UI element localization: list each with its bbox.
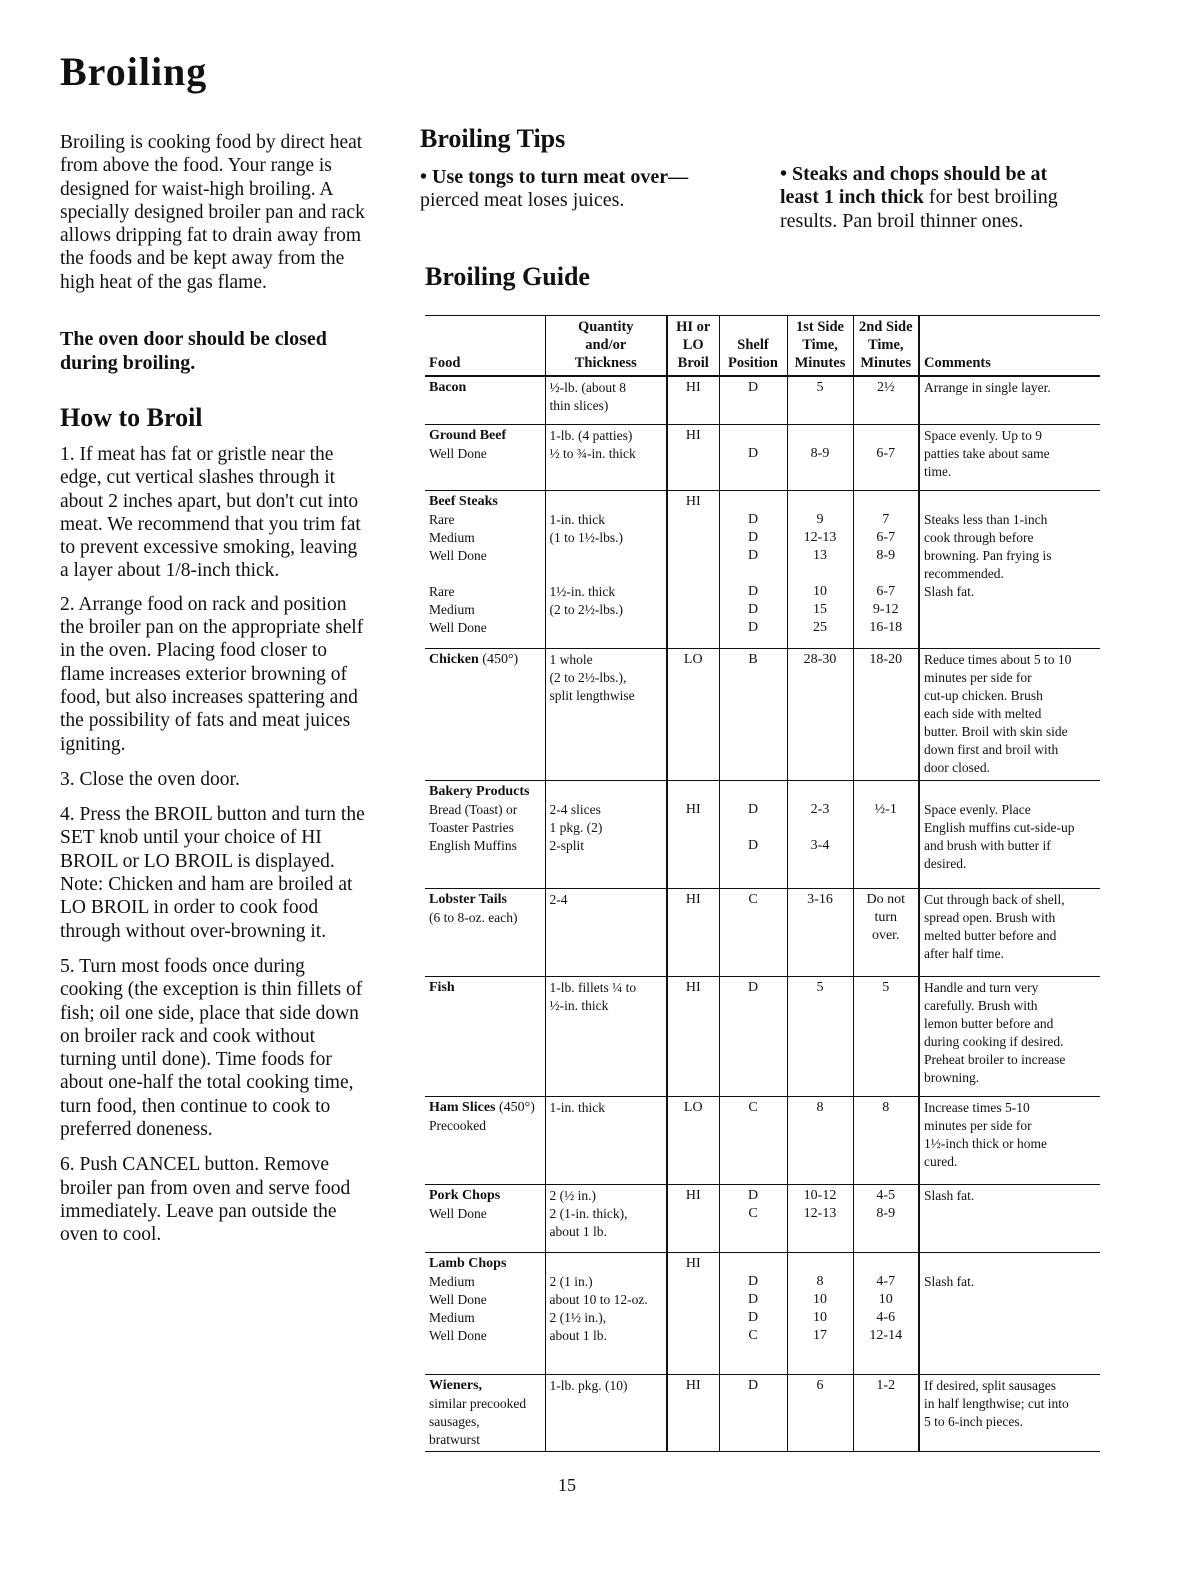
cell-hi-lo: LO: [667, 1096, 719, 1184]
cell-hi-lo: HI: [667, 424, 719, 490]
how-to-heading: How to Broil: [60, 403, 203, 432]
cell-food: Fish: [429, 979, 455, 995]
cell-quantity: 1-lb. (4 patties) ½ to ¾-in. thick: [545, 424, 667, 490]
how-to-steps: [60, 443, 370, 1247]
step-6: 6. Push CANCEL button. Remove broiler pan from oven and serve food immediately. Leave pan outside the oven to cool.: [60, 1154, 351, 1246]
cell-second-side: 4-5 8-9: [853, 1184, 919, 1252]
cell-second-side: 1-2: [853, 1374, 919, 1451]
table-header-row: [425, 316, 1100, 377]
cell-shelf: D D D D D D: [719, 490, 787, 648]
cell-second-side: 8: [853, 1096, 919, 1184]
step-4: 4. Press the BROIL button and turn the SET knob until your choice of HI BROIL or LO BROIL is displayed. Note: Chicken and ham are broiled at LO BROIL in order to cook food through without over-browning it.: [60, 804, 365, 942]
cell-first-side: 5: [787, 976, 853, 1096]
header-shelf: Shelf Position: [719, 316, 787, 377]
tip-thickness: • Steaks and chops should be at least 1 inch thick for best broiling results. Pan broil thinner ones.: [780, 163, 1058, 232]
cell-shelf: D: [719, 424, 787, 490]
table-row: [425, 888, 1100, 976]
cell-shelf: B: [719, 648, 787, 780]
cell-hi-lo: HI: [667, 1374, 719, 1451]
cell-quantity: 2-4: [545, 888, 667, 976]
cell-quantity: 2-4 slices 1 pkg. (2) 2-split: [545, 780, 667, 888]
page-number: 15: [558, 1475, 576, 1495]
guide-heading: Broiling Guide: [425, 262, 590, 291]
cell-first-side: 5: [787, 376, 853, 424]
cell-hi-lo: HI: [667, 376, 719, 424]
header-quantity: Quantity and/or Thickness: [545, 316, 667, 377]
cell-first-side: 6: [787, 1374, 853, 1451]
cell-hi-lo: HI: [667, 780, 719, 888]
cell-quantity: 1-in. thick (1 to 1½-lbs.) 1½-in. thick (2 to 2½-lbs.): [545, 490, 667, 648]
cell-quantity: ½-lb. (about 8 thin slices): [545, 376, 667, 424]
cell-first-side: 28-30: [787, 648, 853, 780]
cell-first-side: 3-16: [787, 888, 853, 976]
cell-quantity: 1-lb. fillets ¼ to ½-in. thick: [545, 976, 667, 1096]
cell-second-side: 2½: [853, 376, 919, 424]
cell-food: Pork Chops Well Done: [429, 1187, 501, 1221]
cell-comments: Space evenly. Place English muffins cut-side-up and brush with butter if desired.: [919, 780, 1100, 888]
cell-quantity: 2 (½ in.) 2 (1-in. thick), about 1 lb.: [545, 1184, 667, 1252]
cell-food: Chicken (450°): [429, 651, 519, 667]
cell-comments: Cut through back of shell, spread open. Brush with melted butter before and after half time.: [919, 888, 1100, 976]
table-row: [425, 1096, 1100, 1184]
page-title: Broiling: [60, 49, 208, 94]
cell-comments: Slash fat.: [919, 1252, 1100, 1374]
cell-food: Ham Slices (450°) Precooked: [429, 1099, 535, 1133]
table-row: [425, 490, 1100, 648]
broiling-guide-table: [425, 315, 1100, 1452]
table-row: [425, 424, 1100, 490]
cell-first-side: 8 10 10 17: [787, 1252, 853, 1374]
cell-shelf: D: [719, 376, 787, 424]
cell-comments: Reduce times about 5 to 10 minutes per side for cut-up chicken. Brush each side with melted butter. Broil with skin side down first and broil with door closed.: [919, 648, 1100, 780]
cell-second-side: 7 6-7 8-9 6-7 9-12 16-18: [853, 490, 919, 648]
cell-hi-lo: HI: [667, 1252, 719, 1374]
tips-heading: Broiling Tips: [420, 124, 566, 153]
cell-second-side: 5: [853, 976, 919, 1096]
cell-quantity: 1-in. thick: [545, 1096, 667, 1184]
cell-comments: Space evenly. Up to 9 patties take about same time.: [919, 424, 1100, 490]
cell-shelf: C: [719, 1096, 787, 1184]
cell-hi-lo: HI: [667, 1184, 719, 1252]
cell-second-side: Do not turn over.: [853, 888, 919, 976]
cell-shelf: C: [719, 888, 787, 976]
table-row: [425, 976, 1100, 1096]
cell-hi-lo: HI: [667, 976, 719, 1096]
cell-second-side: 4-7 10 4-6 12-14: [853, 1252, 919, 1374]
header-hi-lo: HI or LO Broil: [667, 316, 719, 377]
table-row: [425, 780, 1100, 888]
cell-shelf: D D: [719, 780, 787, 888]
header-first-side: 1st Side Time, Minutes: [787, 316, 853, 377]
table-row: [425, 376, 1100, 424]
intro-paragraph: Broiling is cooking food by direct heat from above the food. Your range is designed for waist-high broiling. A specially designed broiler pan and rack allows dripping fat to drain away from the foods and be kept away from the high heat of the gas flame.: [60, 132, 365, 293]
table-row: [425, 1184, 1100, 1252]
step-2: 2. Arrange food on rack and position the broiler pan on the appropriate shelf in the oven. Placing food closer to flame increases exterior browning of food, but also increases spattering and the possibility of fats and meat juices igniting.: [60, 593, 364, 755]
door-note: The oven door should be closed during broiling.: [60, 328, 327, 374]
table-row: [425, 1252, 1100, 1374]
step-1: 1. If meat has fat or gristle near the edge, cut vertical slashes through it about 2 inches apart, but don't cut into meat. We recommend that you trim fat to prevent excessive smoking, leaving a layer about 1/8-inch thick.: [60, 444, 361, 582]
cell-first-side: 10-12 12-13: [787, 1184, 853, 1252]
cell-shelf: D C: [719, 1184, 787, 1252]
cell-shelf: D: [719, 1374, 787, 1451]
cell-food: Bakery Products Bread (Toast) or Toaster Pastries English Muffins: [429, 783, 530, 853]
cell-comments: If desired, split sausages in half lengthwise; cut into 5 to 6-inch pieces.: [919, 1374, 1100, 1451]
cell-second-side: 18-20: [853, 648, 919, 780]
tip-tongs: • Use tongs to turn meat over— pierced meat loses juices.: [420, 166, 689, 212]
cell-comments: Handle and turn very carefully. Brush with lemon butter before and during cooking if desired. Preheat broiler to increase browning.: [919, 976, 1100, 1096]
cell-food: Lobster Tails (6 to 8-oz. each): [429, 891, 518, 925]
cell-quantity: 2 (1 in.) about 10 to 12-oz. 2 (1½ in.), about 1 lb.: [545, 1252, 667, 1374]
cell-shelf: D D D C: [719, 1252, 787, 1374]
cell-comments: Steaks less than 1-inch cook through before browning. Pan frying is recommended. Slash fat.: [919, 490, 1100, 648]
header-second-side: 2nd Side Time, Minutes: [853, 316, 919, 377]
cell-hi-lo: HI: [667, 888, 719, 976]
cell-food: Ground Beef Well Done: [429, 427, 507, 461]
bullet-icon: •: [420, 166, 428, 188]
step-5: 5. Turn most foods once during cooking (the exception is thin fillets of fish; oil one side, place that side down on broiler rack and cook without turning until done). Time foods for about one-half the total cooking time, turn food, then continue to cook to preferred doneness.: [60, 955, 363, 1141]
step-3: 3. Close the oven door.: [60, 768, 240, 790]
cell-quantity: 1-lb. pkg. (10): [545, 1374, 667, 1451]
cell-comments: Arrange in single layer.: [919, 376, 1100, 424]
cell-first-side: 8-9: [787, 424, 853, 490]
cell-food: Lamb Chops Medium Well Done Medium Well Done: [429, 1255, 507, 1343]
cell-first-side: 9 12-13 13 10 15 25: [787, 490, 853, 648]
cell-first-side: 8: [787, 1096, 853, 1184]
cell-shelf: D: [719, 976, 787, 1096]
cell-second-side: 6-7: [853, 424, 919, 490]
cell-comments: Slash fat.: [919, 1184, 1100, 1252]
cell-food: Wieners, similar precooked sausages, bratwurst: [429, 1377, 527, 1447]
cell-comments: Increase times 5-10 minutes per side for 1½-inch thick or home cured.: [919, 1096, 1100, 1184]
cell-food: Bacon: [429, 380, 467, 395]
cell-second-side: ½-1: [853, 780, 919, 888]
header-comments: Comments: [919, 316, 1100, 377]
table-row: [425, 1374, 1100, 1451]
table-row: [425, 648, 1100, 780]
cell-hi-lo: HI: [667, 490, 719, 648]
cell-food: Beef Steaks Rare Medium Well Done Rare Medium Well Done: [429, 493, 498, 635]
cell-hi-lo: LO: [667, 648, 719, 780]
cell-quantity: 1 whole (2 to 2½-lbs.), split lengthwise: [545, 648, 667, 780]
bullet-icon: •: [780, 163, 788, 185]
header-food: Food: [429, 355, 461, 371]
cell-first-side: 2-3 3-4: [787, 780, 853, 888]
